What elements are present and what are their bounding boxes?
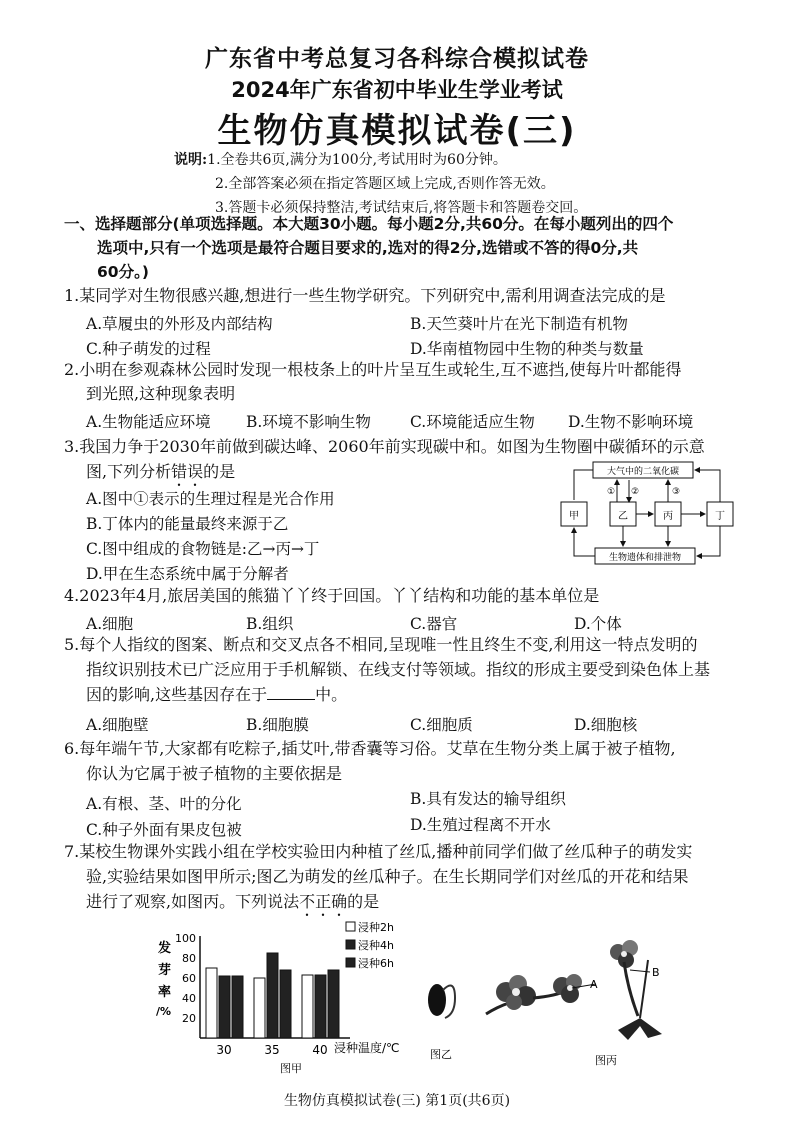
germinating-seed-figure [415, 970, 475, 1070]
chart-ylabel-4: /% [156, 1005, 172, 1018]
q7-stem-line-1: 7.某校生物课外实践小组在学校实验田内种植了丝瓜,播种前同学们做了丝瓜种子的萌发实 [64, 842, 693, 861]
chart-legend [346, 921, 394, 970]
q6-option-b: B.具有发达的输导组织 [410, 790, 566, 808]
emphasis-word: 错误 [171, 462, 204, 481]
chart-bar [315, 975, 326, 1038]
q5-option-d: D.细胞核 [574, 716, 638, 734]
chart-bar [232, 976, 243, 1038]
legend-swatch [346, 922, 355, 931]
chart-xtick-label: 40 [312, 1043, 328, 1057]
q2-option-a: A.生物能适应环境 [86, 413, 211, 431]
arrow-remains-jia [574, 528, 595, 556]
q3-option-a: A.图中①表示的生理过程是光合作用 [86, 490, 335, 508]
q2-stem-line-2: 到光照,这种现象表明 [86, 384, 236, 403]
section-heading-line-2: 选项中,只有一个选项是最符合题目要求的,选对的得2分,选错或不答的得0分,共 [97, 239, 639, 257]
arrow-air-jia [574, 470, 591, 500]
chart-ytick-label: 80 [182, 952, 196, 965]
q1-option-d: D.华南植物园中生物的种类与数量 [410, 340, 644, 358]
yi-label: 乙 [618, 511, 628, 522]
q7-stem-line-2: 验,实验结果如图甲所示;图乙为萌发的丝瓜种子。在生长期同学们对丝瓜的开花和结果 [86, 867, 689, 886]
q2-option-d: D.生物不影响环境 [568, 413, 694, 431]
q5-option-c: C.细胞质 [410, 716, 473, 734]
q7-stem-line-3: 进行了观察,如图丙。下列说法不正确的是 [86, 892, 380, 911]
q4-stem: 4.2023年4月,旅居美国的熊猫丫丫终于回国。丫丫结构和功能的基本单位是 [64, 586, 600, 605]
chart-bar [328, 970, 339, 1038]
answer-blank [267, 685, 315, 700]
q6-stem-line-2: 你认为它属于被子植物的主要依据是 [86, 764, 343, 783]
q5-option-b: B.细胞膜 [246, 716, 309, 734]
q4-option-d: D.个体 [574, 615, 622, 633]
figure-yi-caption: 图乙 [430, 1048, 452, 1061]
carbon-cycle-diagram [555, 458, 755, 570]
jia-label: 甲 [569, 511, 579, 522]
section-heading-line-1: 一、选择题部分(单项选择题。本大题30小题。每小题2分,共60分。在每小题列出的四个 [64, 215, 674, 233]
chart-ylabel-3: 率 [158, 985, 172, 1000]
q4-option-c: C.器官 [410, 615, 458, 633]
exam-title: 生物仿真模拟试卷(三) [217, 111, 577, 151]
q5-option-a: A.细胞壁 [86, 716, 149, 734]
q5-stem-line-2: 指纹识别技术已广泛应用于手机解锁、在线支付等领域。指纹的形成主要受到染色体上基 [86, 660, 711, 679]
chart-bar [206, 968, 217, 1038]
chart-ytick-label: 20 [182, 1012, 196, 1025]
ding-label: 丁 [715, 511, 725, 522]
atmosphere-co2-label: 大气中的二氧化碳 [606, 467, 680, 477]
bing-label: 丙 [663, 511, 673, 522]
chart-ytick-label: 100 [175, 932, 196, 945]
page-footer: 生物仿真模拟试卷(三) 第1页(共6页) [283, 1093, 511, 1109]
legend-swatch [346, 940, 355, 949]
chart-ylabel-2: 芽 [158, 963, 172, 978]
chart-bar [280, 970, 291, 1038]
chart-xtick-label: 35 [264, 1043, 280, 1057]
instructions-label: 说明: [174, 152, 208, 168]
germination-chart [150, 918, 430, 1080]
q3-option-d: D.甲在生态系统中属于分解者 [86, 565, 289, 583]
chart-ytick-label: 40 [182, 992, 196, 1005]
label-1: ① [607, 487, 616, 497]
legend-label: 浸种6h [358, 957, 394, 970]
q3-option-b: B.丁体内的能量最终来源于乙 [86, 515, 289, 533]
remains-label: 生物遗体和排泄物 [608, 553, 682, 563]
chart-xticks [216, 1043, 327, 1057]
chart-bars [206, 953, 339, 1038]
label-b: B [652, 966, 660, 979]
chart-bar [254, 978, 265, 1038]
instructions [174, 148, 587, 220]
q3-option-c: C.图中组成的食物链是:乙→丙→丁 [86, 540, 320, 558]
instruction-3: 3.答题卡必须保持整洁,考试结束后,将答题卡和答题卷交回。 [215, 200, 588, 216]
q1-stem: 1.某同学对生物很感兴趣,想进行一些生物学研究。下列研究中,需利用调查法完成的是 [64, 286, 666, 305]
arrow-ding-air [695, 470, 720, 502]
q6-option-a: A.有根、茎、叶的分化 [86, 795, 242, 813]
q5-stem-line-3: 因的影响,这些基因存在于 中。 [86, 685, 348, 704]
flower-image [486, 974, 582, 1014]
q1-option-b: B.天竺葵叶片在光下制造有机物 [410, 315, 628, 333]
q6-option-c: C.种子外面有果皮包被 [86, 821, 242, 839]
label-3: ③ [672, 487, 681, 497]
emphasis-word: 不正确 [299, 892, 348, 911]
figure-bing-caption: 图丙 [595, 1054, 617, 1067]
chart-bar [219, 976, 230, 1038]
q2-option-b: B.环境不影响生物 [246, 413, 371, 431]
chart-ytick-label: 60 [182, 972, 196, 985]
chart-bar [302, 975, 313, 1038]
chart-yticks [175, 932, 196, 1025]
q3-stem-line-2: 图,下列分析错误的是 [86, 462, 236, 481]
exam-series-title: 广东省中考总复习各科综合模拟试卷 [205, 46, 589, 72]
q3-stem-line-1: 3.我国力争于2030年前做到碳达峰、2060年前实现碳中和。如图为生物圈中碳循环的示意 [64, 437, 705, 456]
label-2: ② [631, 487, 640, 497]
legend-label: 浸种2h [358, 921, 394, 934]
legend-swatch [346, 958, 355, 967]
figure-jia-caption: 图甲 [280, 1062, 302, 1075]
exam-subtitle: 2024年广东省初中毕业生学业考试 [231, 78, 563, 102]
chart-xtick-label: 30 [216, 1043, 232, 1057]
label-a: A [590, 978, 598, 991]
q2-option-c: C.环境能适应生物 [410, 413, 535, 431]
chart-xlabel: 浸种温度/℃ [334, 1041, 400, 1055]
instruction-2: 2.全部答案必须在指定答题区域上完成,否则作答无效。 [215, 176, 555, 192]
q4-option-b: B.组织 [246, 615, 294, 633]
q1-option-a: A.草履虫的外形及内部结构 [86, 315, 273, 333]
fruit-image [610, 940, 662, 1040]
q2-stem-line-1: 2.小明在参观森林公园时发现一根枝条上的叶片呈互生或轮生,互不遮挡,使每片叶都能得 [64, 360, 682, 379]
section-heading-line-3: 60分。) [97, 263, 149, 281]
arrow-ding-remains [697, 526, 720, 556]
q6-stem-line-1: 6.每年端午节,大家都有吃粽子,插艾叶,带香囊等习俗。艾草在生物分类上属于被子植物, [64, 739, 676, 758]
q5-stem-line-1: 5.每个人指纹的图案、断点和交叉点各不相同,呈现唯一性且终生不变,利用这一特点发明的 [64, 635, 698, 654]
chart-ylabel-1: 发 [158, 941, 172, 956]
q6-option-d: D.生殖过程离不开水 [410, 816, 551, 834]
chart-bar [267, 953, 278, 1038]
instruction-1: 1.全卷共6页,满分为100分,考试用时为60分钟。 [207, 152, 507, 168]
q1-option-c: C.种子萌发的过程 [86, 340, 211, 358]
flowering-fruiting-figure [478, 930, 698, 1072]
q4-option-a: A.细胞 [86, 615, 134, 633]
legend-label: 浸种4h [358, 939, 394, 952]
